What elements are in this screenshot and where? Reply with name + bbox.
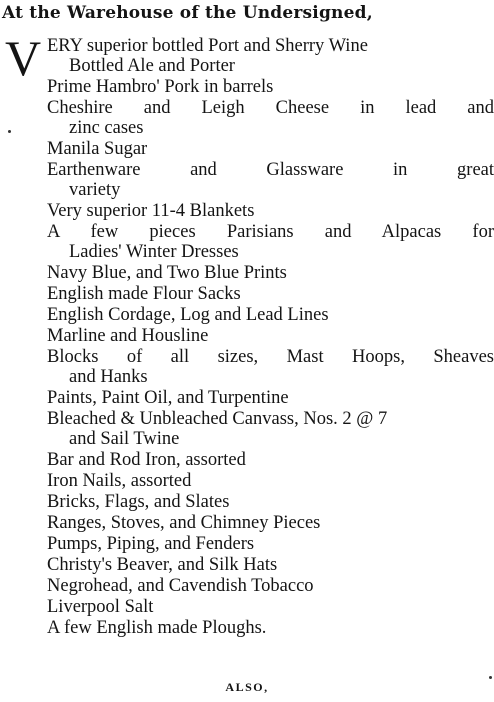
goods-item <box>47 597 494 617</box>
print-speck <box>8 130 11 133</box>
goods-item <box>47 409 494 449</box>
goods-item <box>47 555 494 575</box>
goods-item <box>47 492 494 512</box>
drop-cap: V <box>5 30 42 86</box>
goods-item-continuation: and Hanks <box>69 367 148 387</box>
goods-item <box>47 201 494 221</box>
goods-item-text: A few English made Ploughs. <box>47 618 267 638</box>
goods-item-text: Marline and Housline <box>47 326 209 346</box>
goods-item <box>47 222 494 262</box>
goods-item <box>47 326 494 346</box>
goods-item <box>47 471 494 491</box>
goods-item-continuation: and Sail Twine <box>69 429 180 449</box>
goods-item-text: Iron Nails, assorted <box>47 471 192 491</box>
goods-item-text: Paints, Paint Oil, and Turpentine <box>47 388 289 408</box>
goods-item <box>47 77 494 97</box>
goods-list <box>47 36 494 639</box>
advert-heading: At the Warehouse of the Undersigned, <box>2 3 373 23</box>
goods-item-text: Very superior 11-4 Blankets <box>47 201 255 221</box>
goods-item-text: Negrohead, and Cavendish Tobacco <box>47 576 314 596</box>
goods-item <box>47 139 494 159</box>
goods-item-text: English Cordage, Log and Lead Lines <box>47 305 329 325</box>
goods-item-text: Bleached & Unbleached Canvass, Nos. 2 @ 7 <box>47 409 388 429</box>
goods-item-text: Liverpool Salt <box>47 597 154 617</box>
goods-item-text: Manila Sugar <box>47 139 148 159</box>
print-speck <box>489 676 492 679</box>
goods-item-continuation: zinc cases <box>69 118 144 138</box>
goods-item-text: Bricks, Flags, and Slates <box>47 492 230 512</box>
goods-item <box>47 534 494 554</box>
goods-item-text: ERY superior bottled Port and Sherry Wine <box>47 36 368 56</box>
goods-item-text: Christy's Beaver, and Silk Hats <box>47 555 278 575</box>
goods-item-continuation: Ladies' Winter Dresses <box>69 242 239 262</box>
goods-item-continuation: Bottled Ale and Porter <box>69 56 235 76</box>
goods-item <box>47 618 494 638</box>
goods-item <box>47 36 494 76</box>
goods-item <box>47 576 494 596</box>
goods-item-text: Blocks of all sizes, Mast Hoops, Sheaves <box>47 347 494 367</box>
goods-item-text: Bar and Rod Iron, assorted <box>47 450 246 470</box>
goods-item-text: Earthenware and Glassware in great <box>47 160 494 180</box>
goods-item <box>47 98 494 138</box>
goods-item <box>47 347 494 387</box>
goods-item-text: A few pieces Parisians and Alpacas for <box>47 222 494 242</box>
goods-item <box>47 450 494 470</box>
goods-item-text: Ranges, Stoves, and Chimney Pieces <box>47 513 321 533</box>
goods-item <box>47 284 494 304</box>
goods-item-text: Prime Hambro' Pork in barrels <box>47 77 274 97</box>
goods-item <box>47 305 494 325</box>
goods-item-text: Pumps, Piping, and Fenders <box>47 534 255 554</box>
goods-item-continuation: variety <box>69 180 121 200</box>
goods-item <box>47 160 494 200</box>
goods-item-text: Cheshire and Leigh Cheese in lead and <box>47 98 494 118</box>
goods-item-text: Navy Blue, and Two Blue Prints <box>47 263 287 283</box>
goods-item-text: English made Flour Sacks <box>47 284 241 304</box>
also-label: ALSO, <box>225 680 269 694</box>
goods-item <box>47 513 494 533</box>
goods-item <box>47 263 494 283</box>
goods-item <box>47 388 494 408</box>
